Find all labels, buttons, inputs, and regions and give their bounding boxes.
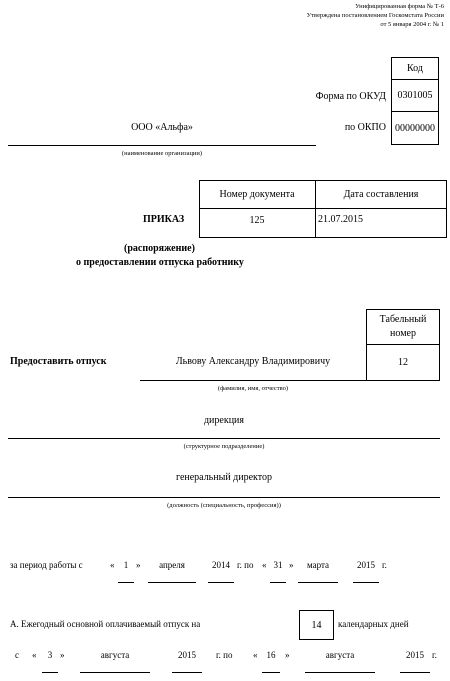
position-name: генеральный директор	[175, 472, 273, 483]
quote-close: »	[289, 560, 294, 570]
department-underline	[8, 438, 440, 439]
order-subtitle-1: (распоряжение)	[124, 243, 195, 254]
work-from-month: апреля	[159, 560, 185, 570]
position-caption: (должность (специальность, профессия))	[167, 502, 281, 509]
work-to-day: 31	[273, 560, 283, 570]
quote-open: «	[110, 560, 115, 570]
day-underline	[42, 672, 58, 673]
department-caption: (структурное подразделение)	[183, 443, 265, 450]
leave-a-label-text: А. Ежегодный основной оплачиваемый отпуск на	[10, 619, 201, 629]
leave-to-label: г. по	[216, 650, 233, 660]
tab-number-value: 12	[398, 357, 408, 368]
quote-close: »	[60, 650, 65, 660]
leave-from-year: 2015	[178, 650, 196, 660]
leave-days: 14	[311, 619, 322, 631]
leave-to-year: 2015	[406, 650, 424, 660]
codes-title: Код	[407, 63, 423, 74]
work-to-month: марта	[306, 560, 330, 570]
quote-open: «	[262, 560, 267, 570]
tab-number-header: Табельный номер	[379, 313, 427, 339]
work-to-year: 2015	[357, 560, 375, 570]
order-date: 21.07.2015	[318, 214, 363, 225]
work-year-suffix: г.	[382, 560, 387, 570]
order-subtitle-2: о предоставлении отпуска работнику	[76, 257, 244, 268]
work-period-label: за период работы с	[10, 560, 83, 570]
work-from-day: 1	[123, 560, 129, 570]
organization-caption: (наименование организации)	[121, 150, 203, 157]
leave-from-month: августа	[100, 650, 130, 660]
employee-name-underline	[140, 380, 366, 381]
leave-days-label: календарных дней	[338, 619, 409, 629]
okud-label: Форма по ОКУД	[315, 91, 386, 102]
quote-open: «	[32, 650, 37, 660]
quote-open: «	[253, 650, 258, 660]
order-number: 125	[249, 214, 265, 226]
work-to-label: г. по	[237, 560, 254, 570]
organization-name: ООО «Альфа»	[131, 122, 193, 133]
okud-value: 0301005	[397, 90, 433, 101]
order-number-header: Номер документа	[219, 189, 295, 200]
order-title: ПРИКАЗ	[143, 214, 185, 225]
month-underline	[305, 672, 375, 673]
work-from-year: 2014	[212, 560, 230, 570]
leave-to-day: 16	[266, 650, 276, 660]
position-underline	[8, 497, 440, 498]
year-underline	[400, 672, 430, 673]
year-underline	[172, 672, 202, 673]
year-underline	[353, 582, 379, 583]
day-underline	[118, 582, 134, 583]
organization-underline	[8, 145, 316, 146]
month-underline	[148, 582, 196, 583]
okpo-label: по ОКПО	[344, 122, 386, 133]
form-header-line3: от 5 января 2004 г. № 1	[380, 21, 444, 28]
order-date-header: Дата составления	[343, 189, 419, 200]
okpo-value: 00000000	[395, 122, 435, 134]
leave-from-day: 3	[47, 650, 53, 660]
leave-year-suffix: г.	[432, 650, 437, 660]
leave-to-month: августа	[325, 650, 355, 660]
year-underline	[208, 582, 234, 583]
grant-leave-label: Предоставить отпуск	[10, 356, 107, 367]
leave-from-label: с	[15, 650, 19, 660]
form-header-line2: Утверждена постановлением Госкомстата России	[306, 12, 444, 19]
leave-a-label	[10, 619, 200, 629]
day-underline	[262, 672, 280, 673]
department-name: дирекция	[203, 415, 245, 426]
day-underline	[270, 582, 286, 583]
month-underline	[80, 672, 150, 673]
employee-name: Львову Александру Владимировичу	[175, 356, 331, 367]
form-header-line1: Унифицированная форма № Т-6	[355, 3, 444, 10]
employee-name-caption: (фамилия, имя, отчество)	[217, 385, 289, 392]
quote-close: »	[285, 650, 290, 660]
quote-close: »	[136, 560, 141, 570]
month-underline	[298, 582, 338, 583]
